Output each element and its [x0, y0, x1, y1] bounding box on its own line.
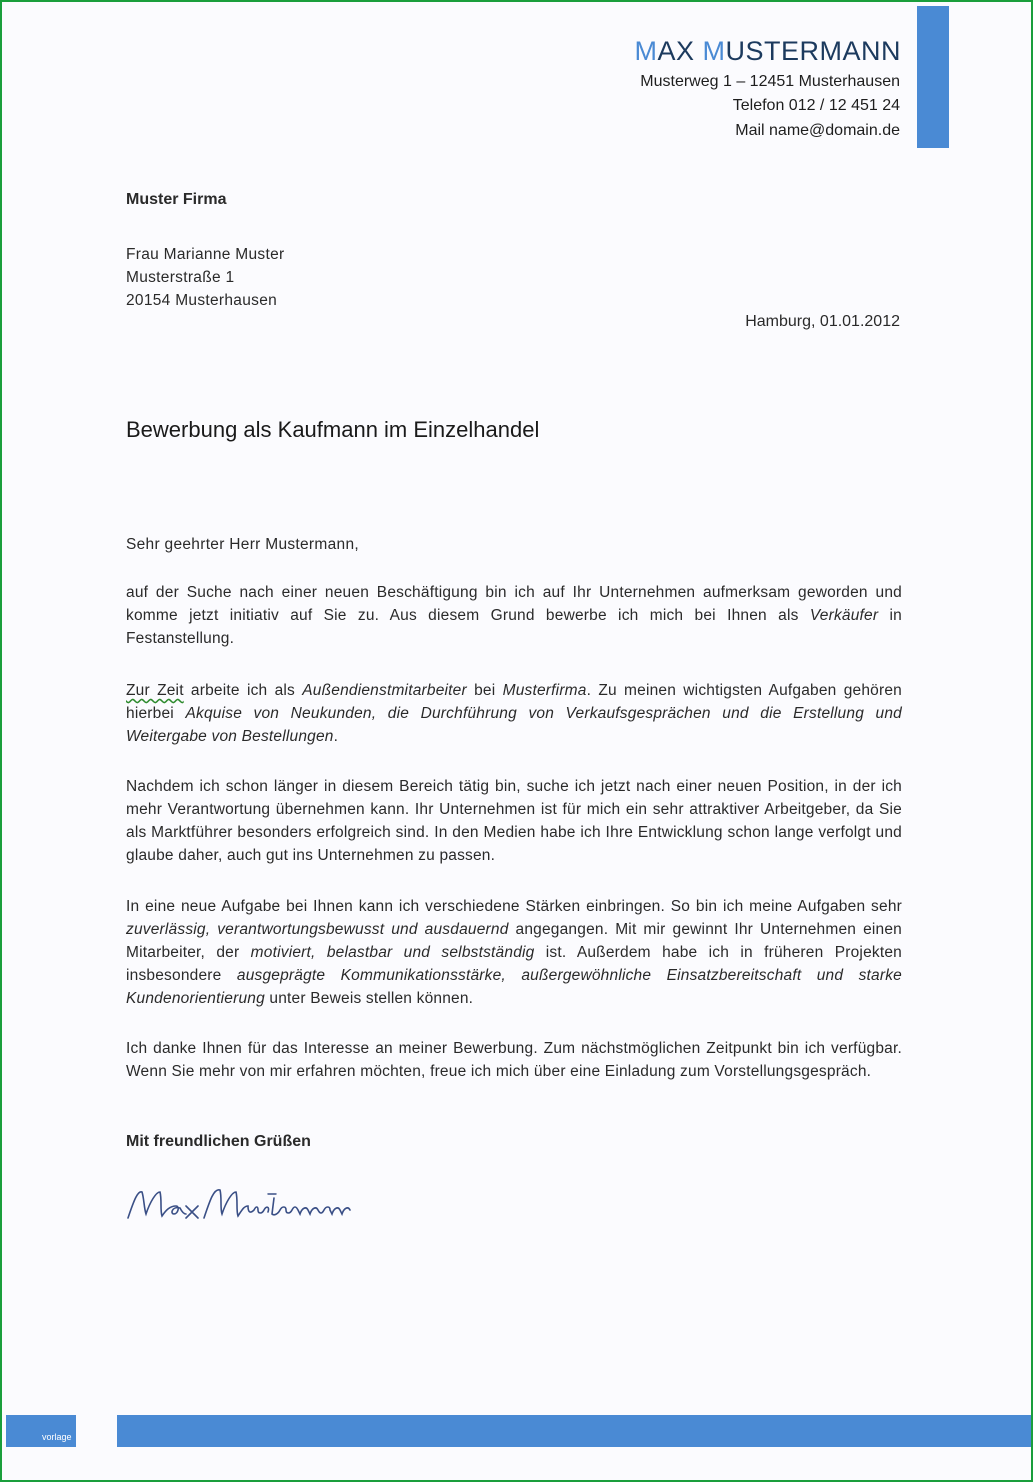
paragraph-2 — [126, 679, 902, 748]
sender-phone: Telefon 012 / 12 451 24 — [732, 97, 900, 114]
p4-text-a: In eine neue Aufgabe bei Ihnen kann ich verschiedene Stärken einbringen. So bin ich meine Aufgaben sehr — [126, 898, 902, 915]
sender-name-initial-2: M — [702, 36, 726, 66]
sender-name-initial-1: M — [634, 36, 658, 66]
paragraph-1 — [126, 581, 902, 650]
p4-text-c: angegangen. Mit mir gewinnt Ihr Unternehmen einen Mitarbeiter, der — [126, 921, 902, 961]
sender-name-rest-2: USTERMANN — [725, 36, 901, 66]
letter-salutation: Sehr geehrter Herr Mustermann, — [126, 536, 359, 553]
sender-address: Musterweg 1 – 12451 Musterhausen — [640, 73, 900, 90]
p1-text-a: auf der Suche nach einer neuen Beschäftigung bin ich auf Ihr Unternehmen aufmerksam geworden und komme jetzt initiativ auf Sie zu. Aus diesem Grund bewerbe ich mich bei Ihnen als — [126, 584, 902, 624]
paragraph-5: Ich danke Ihnen für das Interesse an meiner Bewerbung. Zum nächstmöglichen Zeitpunkt bin ich verfügbar. Wenn Sie mehr von mir erfahren möchten, freue ich mich über eine Einladung zum Vorstellungsgespräch. — [126, 1040, 902, 1080]
footer-watermark: vorlage — [42, 1432, 72, 1442]
paragraph-3: Nachdem ich schon länger in diesem Bereich tätig bin, suche ich jetzt nach einer neuen Position, in der ich mehr Verantwortung übernehmen kann. Ihr Unternehmen ist für mich ein sehr attraktiver Arbeitgeber, da Sie als Marktführer besonders erfolgreich sind. In den Medien habe ich Ihre Entwicklung schon lange verfolgt und glaube daher, auch gut ins Unternehmen zu passen. — [126, 778, 902, 864]
letter-date: Hamburg, 01.01.2012 — [745, 313, 900, 330]
recipient-street: Musterstraße 1 — [126, 269, 235, 286]
p1-text-c: in Festanstellung. — [126, 607, 902, 647]
recipient-person: Frau Marianne Muster — [126, 246, 285, 263]
p4-text-d: motiviert, belastbar und selbstständig — [250, 944, 535, 961]
p2-text-c: Außendienstmitarbeiter — [302, 682, 467, 699]
p2-text-b: arbeite ich als — [183, 682, 303, 699]
p4-text-f: ausgeprägte Kommunikationsstärke, außergewöhnliche Einsatzbereitschaft und starke Kundenorientierung — [126, 967, 902, 1007]
footer-bar-right — [117, 1415, 1031, 1447]
p2-text-h: . — [333, 728, 339, 745]
p2-text-d: bei — [466, 682, 503, 699]
letter-subject: Bewerbung als Kaufmann im Einzelhandel — [126, 417, 540, 442]
paragraph-4 — [126, 895, 902, 1010]
p1-text-b: Verkäufer — [809, 607, 879, 624]
letter-closing: Mit freundlichen Grüßen — [126, 1133, 311, 1150]
recipient-city: 20154 Musterhausen — [126, 292, 278, 309]
sender-mail: Mail name@domain.de — [735, 122, 900, 139]
header-accent-bar — [917, 6, 949, 148]
p4-text-b: zuverlässig, verantwortungsbewusst und ausdauernd — [126, 921, 509, 938]
p2-text-e: Musterfirma — [502, 682, 587, 699]
p2-text-a-spellcheck: Zur Zeit — [126, 682, 184, 699]
p2-text-g: Akquise von Neukunden, die Durchführung von Verkaufsgesprächen und die Erstellung und Weitergabe von Bestellungen — [126, 705, 903, 745]
recipient-company: Muster Firma — [126, 191, 227, 208]
p2-text-f: . Zu meinen wichtigsten Aufgaben gehören hierbei — [126, 682, 902, 722]
sender-name-rest-1: AX — [657, 36, 703, 66]
handwritten-signature — [124, 1180, 354, 1230]
p4-text-e: ist. Außerdem habe ich in früheren Projekten insbesondere — [126, 944, 902, 984]
sender-name — [634, 36, 901, 67]
footer-bar-left — [6, 1415, 76, 1447]
p4-text-g: unter Beweis stellen können. — [264, 990, 474, 1007]
recipient-address-block — [126, 243, 284, 312]
